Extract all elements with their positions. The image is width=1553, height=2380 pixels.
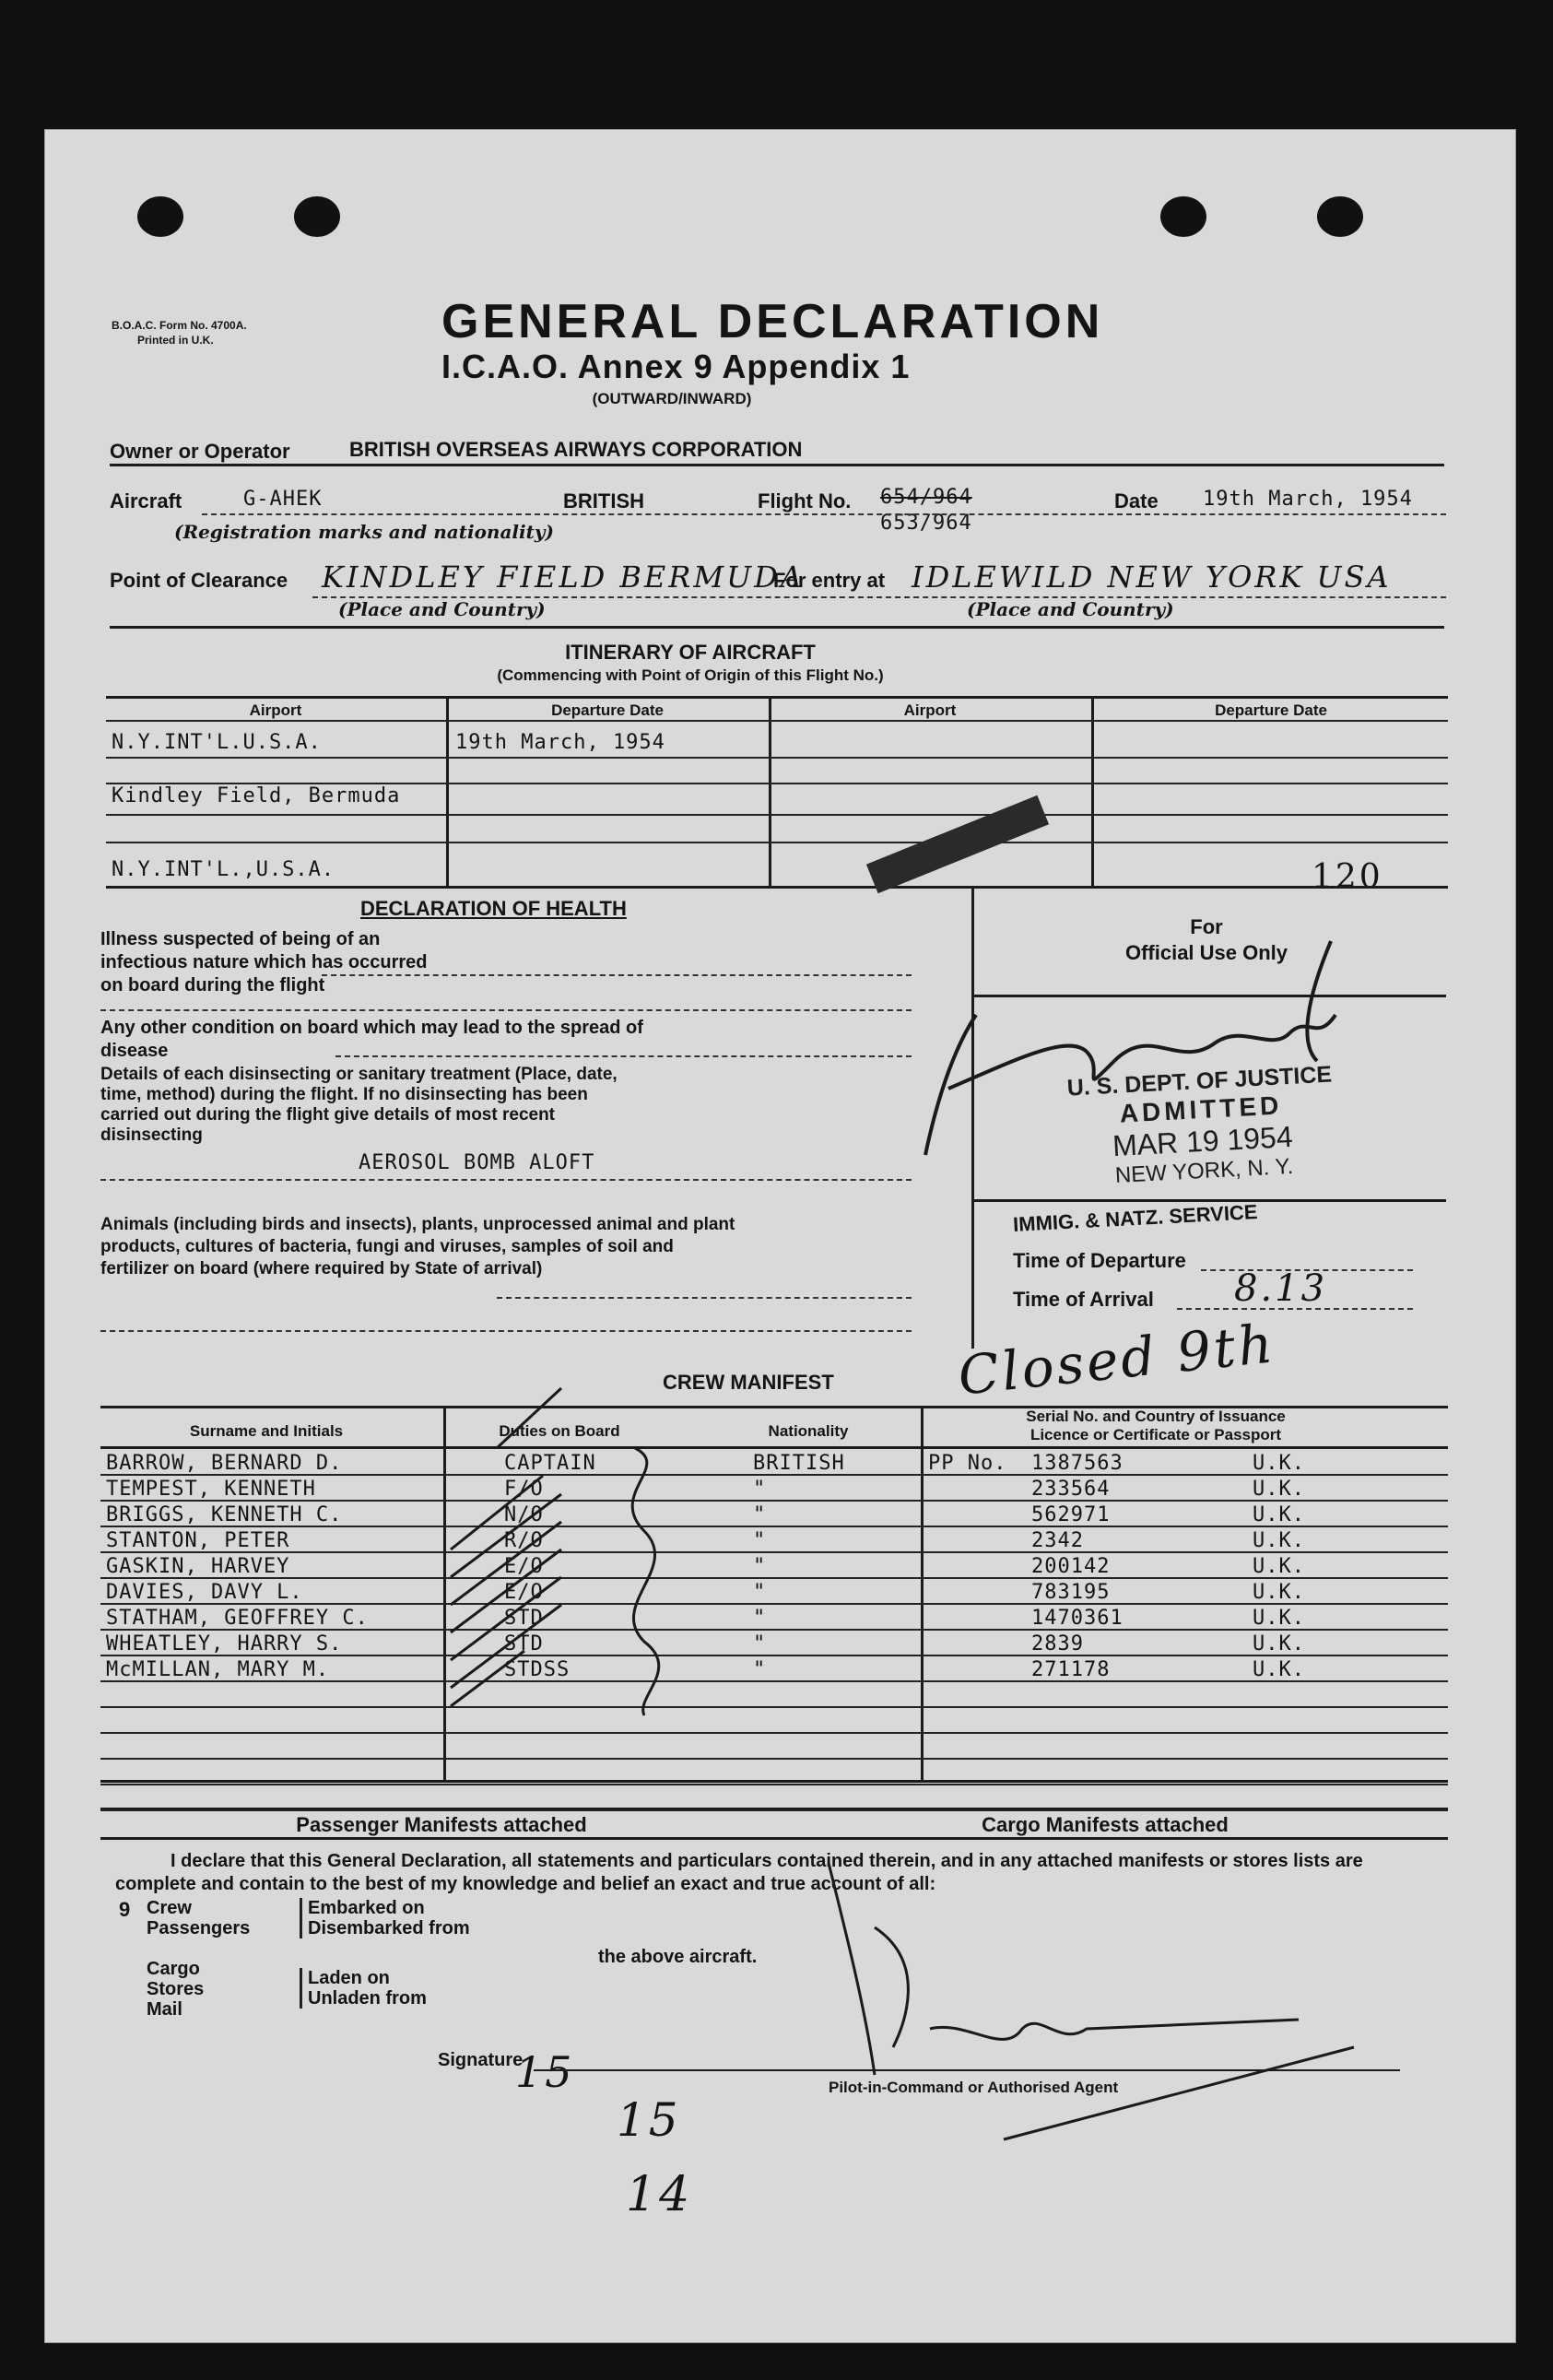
operator-label: Owner or Operator xyxy=(110,440,290,463)
crew-country: U.K. xyxy=(1253,1581,1305,1604)
itinerary-header-airport: Airport xyxy=(249,701,302,719)
stamp-line: U. S. DEPT. OF JUSTICE xyxy=(1066,1061,1333,1102)
crew-duty: STD xyxy=(504,1632,544,1655)
crew-nationality: " xyxy=(753,1555,767,1578)
aircraft-registration: G-AHEK xyxy=(243,488,323,511)
health-animals: Animals (including birds and insects), plants, unprocessed animal and plant products, cultures of bacteria, fungi and viruses, samples of soil and fertilizer on board (where required by State of arrival) xyxy=(100,1215,735,1278)
direction-label: (OUTWARD/INWARD) xyxy=(592,390,752,407)
laden-label: Laden on xyxy=(308,1968,390,1988)
cargo-manifests: Cargo Manifests attached xyxy=(982,1813,1229,1836)
crew-name: STATHAM, GEOFFREY C. xyxy=(106,1607,369,1630)
stores-label: Stores xyxy=(147,1979,205,1999)
crew-nationality: " xyxy=(753,1581,767,1604)
crew-serial: 1387563 xyxy=(1031,1452,1124,1475)
page-subtitle: I.C.A.O. Annex 9 Appendix 1 xyxy=(441,348,911,385)
crew-header-serial: Serial No. and Country of Issuance Licence or Certificate or Passport xyxy=(1026,1408,1286,1443)
itinerary-title: ITINERARY OF AIRCRAFT xyxy=(565,641,816,664)
crew-header-name: Surname and Initials xyxy=(189,1422,344,1440)
crew-nationality: " xyxy=(753,1607,767,1630)
itinerary-header-date-2: Departure Date xyxy=(1215,701,1327,719)
form-number: B.O.A.C. Form No. 4700A. Printed in U.K. xyxy=(112,319,247,347)
handwritten-number: 14 xyxy=(626,2167,693,2222)
crew-country: U.K. xyxy=(1253,1607,1305,1630)
crew-duty: STDSS xyxy=(504,1658,571,1681)
crew-duty: E/O xyxy=(504,1555,544,1578)
crew-country: U.K. xyxy=(1253,1503,1305,1526)
declaration-form xyxy=(44,129,1516,2343)
health-other: Any other condition on board which may lead to the spread of disease xyxy=(100,1018,643,1061)
crew-serial-prefix: PP No. xyxy=(928,1452,1007,1475)
crew-header-nationality: Nationality xyxy=(768,1422,849,1440)
official-signature xyxy=(925,941,1335,1155)
crew-duty: R/O xyxy=(504,1529,544,1552)
itinerary-row-date: 19th March, 1954 xyxy=(455,731,665,754)
closed-note: Closed 9th xyxy=(955,1312,1278,1408)
crew-bracket xyxy=(632,1448,659,1715)
itinerary-subtitle: (Commencing with Point of Origin of this Flight No.) xyxy=(497,666,884,684)
crew-serial: 233564 xyxy=(1031,1478,1111,1501)
declaration-text: I declare that this General Declaration, all statements and particulars contained therein, and in any attached manifests or stores lists are complete and contain to the best of my knowledge and belief an exact and true account of all: xyxy=(115,1851,1363,1894)
crew-country: U.K. xyxy=(1253,1452,1305,1475)
place-caption-left: (Place and Country) xyxy=(338,598,546,620)
crew-duty: F/O xyxy=(504,1478,544,1501)
itinerary-row-airport: Kindley Field, Bermuda xyxy=(112,784,401,807)
itinerary-row-airport: N.Y.INT'L.,U.S.A. xyxy=(112,858,335,881)
crew-nationality: " xyxy=(753,1658,767,1681)
embarked-label: Embarked on xyxy=(308,1898,425,1918)
registration-caption: (Registration marks and nationality) xyxy=(174,521,554,543)
operator-value: BRITISH OVERSEAS AIRWAYS CORPORATION xyxy=(349,438,803,461)
crew-label: Crew xyxy=(147,1898,192,1918)
entry-value: IDLEWILD NEW YORK USA xyxy=(912,560,1392,595)
above-aircraft: the above aircraft. xyxy=(598,1947,758,1967)
duty-tick-marks xyxy=(451,1388,561,1706)
crew-header-duty: Duties on Board xyxy=(499,1422,620,1440)
crew-duty: N/O xyxy=(504,1503,544,1526)
crew-country: U.K. xyxy=(1253,1555,1305,1578)
flight-date: 19th March, 1954 xyxy=(1203,488,1413,511)
crew-nationality: " xyxy=(753,1529,767,1552)
crew-country: U.K. xyxy=(1253,1632,1305,1655)
handwriting-layer xyxy=(45,130,1515,2342)
stamp-line: NEW YORK, N. Y. xyxy=(1114,1153,1294,1188)
crew-serial: 271178 xyxy=(1031,1658,1111,1681)
crew-name: STANTON, PETER xyxy=(106,1529,290,1552)
entry-label: For entry at xyxy=(773,569,886,592)
crew-name: BRIGGS, KENNETH C. xyxy=(106,1503,343,1526)
handwritten-number: 120 xyxy=(1312,858,1383,896)
stamp-line: MAR 19 1954 xyxy=(1112,1119,1294,1163)
crew-title: CREW MANIFEST xyxy=(663,1371,834,1394)
itinerary-header-date: Departure Date xyxy=(551,701,664,719)
itinerary-row-airport: N.Y.INT'L.U.S.A. xyxy=(112,731,322,754)
place-caption-right: (Place and Country) xyxy=(967,598,1174,620)
crew-name: WHEATLEY, HARRY S. xyxy=(106,1632,343,1655)
disembarked-label: Disembarked from xyxy=(308,1918,470,1938)
flight-no-label: Flight No. xyxy=(758,489,852,513)
clearance-value: KINDLEY FIELD BERMUDA xyxy=(322,560,805,595)
crew-name: DAVIES, DAVY L. xyxy=(106,1581,303,1604)
clearance-label: Point of Clearance xyxy=(110,569,288,592)
official-title-1: For xyxy=(1190,915,1223,938)
itinerary-header-airport-2: Airport xyxy=(903,701,957,719)
aircraft-label: Aircraft xyxy=(110,489,182,513)
cargo-label: Cargo xyxy=(147,1959,200,1979)
crew-serial: 562971 xyxy=(1031,1503,1111,1526)
crew-nationality: " xyxy=(753,1503,767,1526)
passenger-manifests: Passenger Manifests attached xyxy=(296,1813,587,1836)
stamp-service: IMMIG. & NATZ. SERVICE xyxy=(1012,1200,1259,1236)
health-title: DECLARATION OF HEALTH xyxy=(360,897,627,920)
time-arrival-value: 8.13 xyxy=(1234,1267,1328,1310)
crew-name: McMILLAN, MARY M. xyxy=(106,1658,330,1681)
crew-country: U.K. xyxy=(1253,1658,1305,1681)
crew-name: GASKIN, HARVEY xyxy=(106,1555,290,1578)
crew-serial: 2839 xyxy=(1031,1632,1084,1655)
crew-serial: 783195 xyxy=(1031,1581,1111,1604)
passengers-label: Passengers xyxy=(147,1918,251,1938)
pilot-signature xyxy=(829,1863,1354,2139)
mail-label: Mail xyxy=(147,1999,182,2020)
handwritten-number: 15 xyxy=(617,2093,681,2147)
crew-country: U.K. xyxy=(1253,1478,1305,1501)
pilot-label: Pilot-in-Command or Authorised Agent xyxy=(829,2079,1119,2096)
time-departure-label: Time of Departure xyxy=(1013,1249,1186,1272)
disinsect-value: AEROSOL BOMB ALOFT xyxy=(359,1151,595,1174)
crew-duty: STD xyxy=(504,1607,544,1630)
crew-nationality: " xyxy=(753,1478,767,1501)
crew-nationality: BRITISH xyxy=(753,1452,845,1475)
health-disinsect: Details of each disinsecting or sanitary treatment (Place, date, time, method) during the flight. If no disinsecting has been carried out during the flight give details of most recent disinsecting xyxy=(100,1065,618,1145)
crew-serial: 2342 xyxy=(1031,1529,1084,1552)
handwritten-number: 15 xyxy=(515,2047,575,2097)
crew-name: BARROW, BERNARD D. xyxy=(106,1452,343,1475)
official-title-2: Official Use Only xyxy=(1124,941,1288,964)
flight-no-struck: 654/964 xyxy=(880,486,972,509)
date-label: Date xyxy=(1114,489,1159,513)
health-illness: Illness suspected of being of an infectious nature which has occurred on board during the flight xyxy=(100,929,428,996)
aircraft-nationality: BRITISH xyxy=(563,489,644,513)
crew-name: TEMPEST, KENNETH xyxy=(106,1478,316,1501)
crew-count: 9 xyxy=(119,1898,131,1921)
signature-label: Signature xyxy=(438,2050,524,2070)
crew-country: U.K. xyxy=(1253,1529,1305,1552)
crew-duty: CAPTAIN xyxy=(504,1452,596,1475)
crew-serial: 200142 xyxy=(1031,1555,1111,1578)
crew-serial: 1470361 xyxy=(1031,1607,1124,1630)
crew-duty: E/O xyxy=(504,1581,544,1604)
unladen-label: Unladen from xyxy=(308,1988,427,2009)
crew-nationality: " xyxy=(753,1632,767,1655)
stamp-line: ADMITTED xyxy=(1119,1090,1284,1128)
page-title: GENERAL DECLARATION xyxy=(441,295,1104,348)
flight-no: 653/964 xyxy=(880,512,972,535)
time-arrival-label: Time of Arrival xyxy=(1013,1288,1154,1311)
